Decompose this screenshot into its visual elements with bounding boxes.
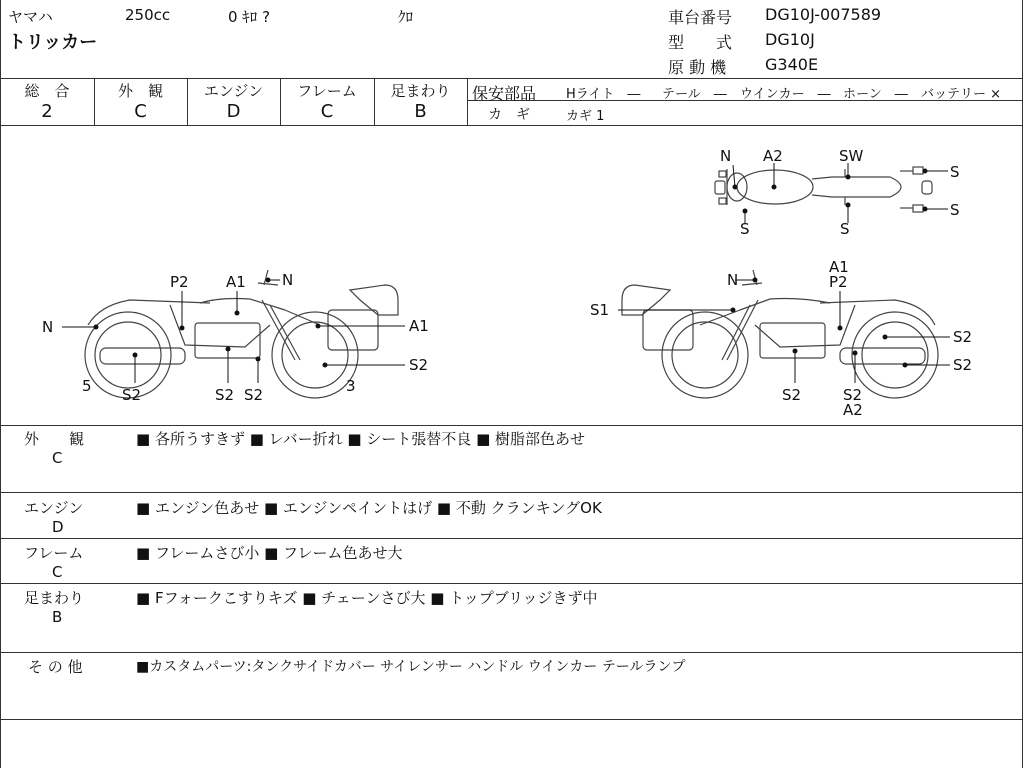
right-label-s2-r2: S2 [953,356,973,374]
safety-horn: ホーン ― [843,87,908,102]
chassis-value: DG10J-007589 [765,5,882,24]
bike-diagram [0,125,1024,425]
remarks-divider [0,492,1023,493]
remark-label: エンジン [24,499,84,517]
key-value: カギ 1 [566,109,605,124]
right-label-s1: S1 [590,301,610,319]
top-label-s-lower: S [950,201,960,219]
total-grade-label: 総 合 [24,82,70,100]
exterior-grade-value: C [134,101,147,122]
right-label-s2-b2: S2 [843,386,863,404]
top-label-s-upper: S [950,163,960,181]
left-label-3: 3 [346,377,356,395]
top-label-sw: SW [839,147,864,165]
left-label-s2-a: S2 [122,386,142,404]
safety-label: 保安部品 [472,84,537,103]
safety-headlight: Hライト ― [566,87,641,102]
remark-text: ■ エンジン色あせ ■ エンジンペイントはげ ■ 不動 クランキングOK [136,499,602,517]
remark-text: ■ フレームさび小 ■ フレーム色あせ大 [136,544,403,562]
left-label-n-left: N [42,318,54,336]
engine-grade-value: D [226,101,241,122]
frame-grade-label: フレーム [297,82,357,100]
suspension-grade-label: 足まわり [390,82,451,100]
type-value: DG10J [765,30,815,49]
remarks-divider [0,583,1023,584]
left-label-s2-c: S2 [244,386,264,404]
left-label-p2: P2 [170,273,189,291]
top-view-bike [715,167,932,212]
total-grade-value: 2 [41,101,53,122]
mileage: 0 ｷﾛ ? [228,8,271,26]
engine-model-label: 原 動 機 [668,58,727,77]
safety-tail: テール ― [662,87,727,102]
remark-label: フレーム [24,544,84,562]
remark-text: ■カスタムパーツ:タンクサイドカバー サイレンサー ハンドル ウインカー テールランプ [136,659,686,675]
left-label-a1-right: A1 [409,317,429,335]
right-label-a2: A2 [843,401,863,419]
remark-grade: C [52,563,63,581]
left-label-s2-right: S2 [409,356,429,374]
maker: ヤマハ [8,8,53,26]
top-label-a2: A2 [763,147,783,165]
type-label: 型 式 [668,33,733,52]
grade-row-top-line [0,78,1023,79]
remark-label: そ の 他 [28,658,83,676]
remark-text: ■ 各所うすきず ■ レバー折れ ■ シート張替不良 ■ 樹脂部色あせ [136,430,586,448]
top-label-s-mid: S [840,220,850,238]
right-label-n-top: N [727,271,739,289]
remarks-divider [0,719,1023,720]
right-label-s2-b1: S2 [782,386,802,404]
key-label: カ ギ [488,107,530,123]
remarks-divider [0,652,1023,653]
remark-grade: C [52,449,63,467]
right-label-a1: A1 [829,258,849,276]
model-name: トリッカー [8,32,98,53]
left-label-n-top: N [282,271,294,289]
diagram-bottom-line [0,425,1023,426]
safety-battery: バッテリー × [921,87,1002,102]
top-label-n: N [720,147,732,165]
chassis-label: 車台番号 [668,8,733,27]
exterior-grade-label: 外 観 [117,82,163,100]
left-label-s2-b: S2 [215,386,235,404]
remark-label: 外 観 [24,430,85,448]
engine-model-value: G340E [765,55,819,74]
color: ｸﾛ [398,8,414,26]
top-label-s-front: S [740,220,750,238]
suspension-grade-value: B [414,101,427,122]
right-side-view-bike [622,270,938,398]
engine-grade-label: エンジン [203,82,264,100]
displacement: 250cc [125,6,171,24]
safety-winker: ウインカー ― [740,87,831,102]
right-label-s2-r1: S2 [953,328,973,346]
remark-grade: B [52,608,63,626]
remark-grade: D [52,518,64,536]
remark-label: 足まわり [24,589,85,607]
remark-text: ■ Fフォークこすりキズ ■ チェーンさび大 ■ トップブリッジきず中 [136,589,598,607]
remarks-divider [0,538,1023,539]
left-label-a1-top: A1 [226,273,246,291]
left-label-5: 5 [82,377,92,395]
frame-grade-value: C [320,101,334,122]
right-label-p2: P2 [829,273,848,291]
grade-divider [467,78,468,125]
